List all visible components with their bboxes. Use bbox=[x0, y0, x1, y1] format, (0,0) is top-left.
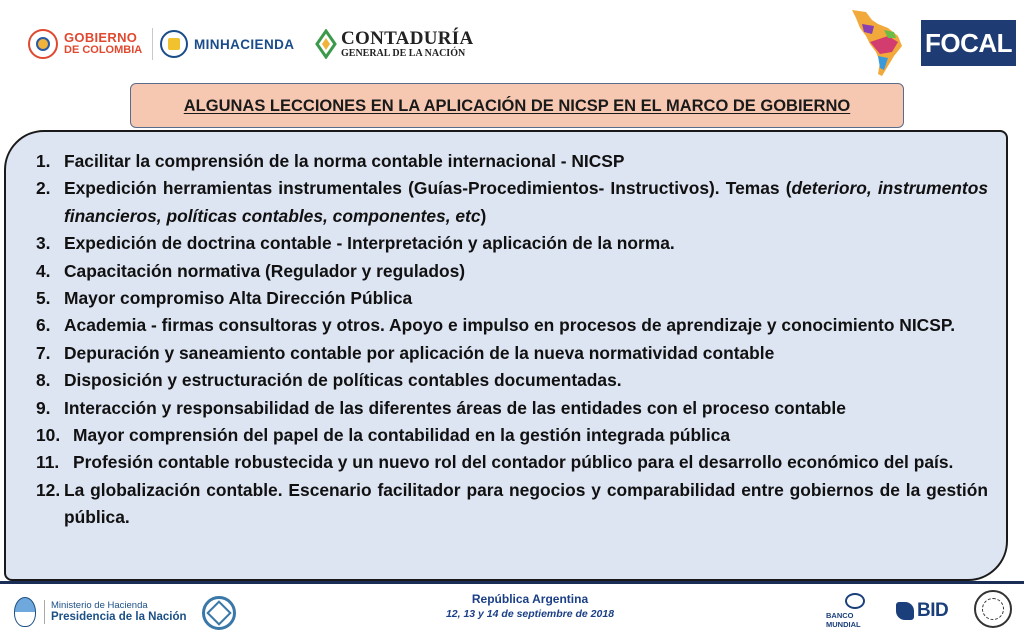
item-text-part: Expedición herramientas instrumentales (Guías-Procedimientos- Instructivos). Temas ( bbox=[64, 178, 792, 199]
bid-mark-icon bbox=[896, 602, 914, 620]
item-text: Mayor comprensión del papel de la contabilidad en la gestión integrada pública bbox=[73, 425, 731, 446]
gobierno-logo-line1: GOBIERNO bbox=[64, 30, 138, 45]
colombia-seal-icon bbox=[28, 29, 58, 59]
item-text-italic: deterioro, instrumentos financieros, políticas contables, componentes, etc bbox=[64, 178, 988, 226]
contaduria-logo-line2: GENERAL DE LA NACIÓN bbox=[341, 48, 466, 59]
item-text: Expedición de doctrina contable - Interpretación y aplicación de la norma. bbox=[64, 233, 675, 254]
slide-title: ALGUNAS LECCIONES EN LA APLICACIÓN DE NICSP EN EL MARCO DE GOBIERNO bbox=[183, 96, 851, 115]
item-text: Facilitar la comprensión de la norma contable internacional - NICSP bbox=[64, 151, 625, 171]
item-text: Interacción y responsabilidad de las diferentes áreas de las entidades con el proceso contable bbox=[64, 397, 846, 418]
gear-emblem-icon bbox=[202, 596, 236, 630]
item-number: 12. bbox=[36, 479, 61, 500]
item-number: 11. bbox=[36, 452, 60, 473]
bid-text: BID bbox=[917, 600, 949, 621]
item-number: 10. bbox=[36, 425, 61, 446]
item-number: 7. bbox=[36, 342, 51, 363]
list-item bbox=[36, 148, 988, 175]
list-item bbox=[36, 449, 988, 476]
list-item bbox=[36, 285, 988, 312]
item-text: Disposición y estructuración de políticas contables documentadas. bbox=[64, 370, 622, 391]
lessons-list bbox=[36, 148, 988, 532]
list-item bbox=[36, 367, 988, 394]
list-item bbox=[36, 395, 988, 422]
event-info bbox=[380, 592, 680, 621]
item-number: 5. bbox=[36, 288, 51, 309]
item-number: 8. bbox=[36, 370, 51, 391]
item-number: 1. bbox=[36, 151, 51, 171]
list-item bbox=[36, 258, 988, 285]
banco-mundial-text: BANCO MUNDIAL bbox=[826, 611, 861, 629]
item-text: Academia - firmas consultoras y otros. Apoyo e impulso en procesos de aprendizaje y conocimiento NICSP. bbox=[64, 315, 956, 336]
list-item bbox=[36, 175, 988, 230]
list-item bbox=[36, 312, 988, 339]
item-number: 4. bbox=[36, 260, 51, 281]
list-item bbox=[36, 340, 988, 367]
bid-logo bbox=[896, 596, 948, 626]
item-text: Profesión contable robustecida y un nuevo rol del contador público para el desarrollo económico del país. bbox=[73, 452, 954, 473]
item-text bbox=[64, 175, 988, 230]
minhacienda-logo-text: MINHACIENDA bbox=[194, 36, 295, 52]
arg-logo-line1: Ministerio de Hacienda bbox=[51, 600, 148, 611]
gobierno-de-colombia-logo bbox=[28, 26, 148, 62]
item-number: 9. bbox=[36, 397, 51, 418]
gobierno-logo-line2: DE COLOMBIA bbox=[64, 44, 143, 56]
item-text: Capacitación normativa (Regulador y regulados) bbox=[64, 260, 466, 281]
banco-mundial-logo bbox=[826, 593, 884, 629]
minhacienda-logo bbox=[160, 28, 294, 60]
item-number: 6. bbox=[36, 315, 51, 336]
logo-divider bbox=[152, 28, 153, 60]
globe-icon bbox=[845, 593, 865, 609]
item-text: Mayor compromiso Alta Dirección Pública bbox=[64, 288, 413, 309]
item-text-part: ) bbox=[480, 205, 487, 226]
contaduria-logo bbox=[315, 26, 473, 62]
ministerio-hacienda-argentina-logo bbox=[14, 596, 187, 628]
event-dates: 12, 13 y 14 de septiembre de 2018 bbox=[445, 608, 615, 620]
item-number: 2. bbox=[36, 178, 51, 199]
contaduria-mark-icon bbox=[315, 29, 337, 59]
imf-seal-icon bbox=[974, 590, 1012, 628]
list-item bbox=[36, 230, 988, 257]
item-number: 3. bbox=[36, 233, 51, 254]
footer-divider bbox=[0, 581, 1024, 584]
arg-logo-line2: Presidencia de la Nación bbox=[51, 611, 187, 623]
minhacienda-seal-icon bbox=[160, 30, 188, 58]
item-text: Depuración y saneamiento contable por aplicación de la nueva normatividad contable bbox=[64, 342, 775, 363]
slide-title-box bbox=[130, 83, 904, 128]
list-item bbox=[36, 422, 988, 449]
contaduria-logo-line1: CONTADURÍA bbox=[341, 28, 474, 49]
latin-america-map-icon bbox=[848, 6, 906, 80]
event-country: República Argentina bbox=[471, 592, 589, 606]
argentina-emblem-icon bbox=[14, 597, 36, 627]
list-item bbox=[36, 477, 988, 532]
focal-logo: FOCAL bbox=[921, 20, 1016, 66]
item-text: La globalización contable. Escenario facilitador para negocios y comparabilidad entre gobiernos de la gestión pública. bbox=[64, 479, 988, 528]
